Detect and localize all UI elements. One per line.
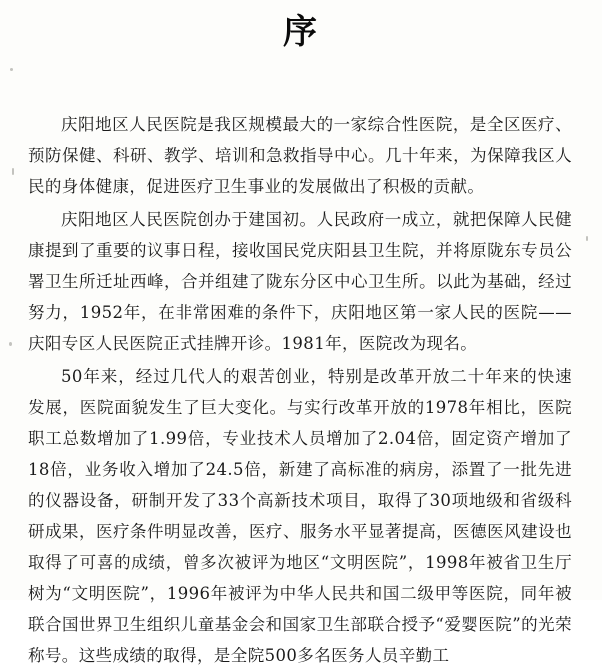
- scan-speckle: [586, 236, 588, 241]
- page-title: 序: [283, 12, 319, 52]
- paragraph: 庆阳地区人民医院是我区规模最大的一家综合性医院，是全区医疗、预防保健、科研、教学、培训和急救指导中心。几十年来，为保障我区人民的身体健康，促进医疗卫生事业的发展做出了积极的贡献。: [28, 115, 572, 197]
- document-body: [0, 109, 602, 671]
- scan-speckle: [9, 342, 12, 346]
- scan-speckle: [10, 68, 13, 71]
- paragraph: 庆阳地区人民医院创办于建国初。人民政府一成立，就把保障人民健康提到了重要的议事日程，接收国民党庆阳县卫生院，并将原陇东专员公署卫生所迁址西峰，合并组建了陇东分区中心卫生所。以此为基础，经过努力，1952年，在非常困难的条件下，庆阳地区第一家人民的医院——庆阳专区人民医院正式挂牌开诊。1981年，医院改为现名。: [28, 210, 572, 354]
- scan-speckle: [12, 168, 14, 175]
- paragraph: 50年来，经过几代人的艰苦创业，特别是改革开放二十年来的快速发展，医院面貌发生了巨大变化。与实行改革开放的1978年相比，医院职工总数增加了1.99倍，专业技术人员增加了2.04倍，固定资产增加了18倍，业务收入增加了24.5倍，新建了高标准的病房，添置了一批先进的仪器设备，研制开发了33个高新技术项目，取得了30项地级和省级科研成果，医疗条件明显改善，医疗、服务水平显著提高，医德医风建设也取得了可喜的成绩，曾多次被评为地区“文明医院”，1998年被省卫生厅树为“文明医院”，1996年被评为中华人民共和国二级甲等医院，同年被联合国世界卫生组织儿童基金会和国家卫生部联合授予“爱婴医院”的光荣称号。这些成绩的取得，是全院500多名医务人员辛勤工: [28, 367, 572, 666]
